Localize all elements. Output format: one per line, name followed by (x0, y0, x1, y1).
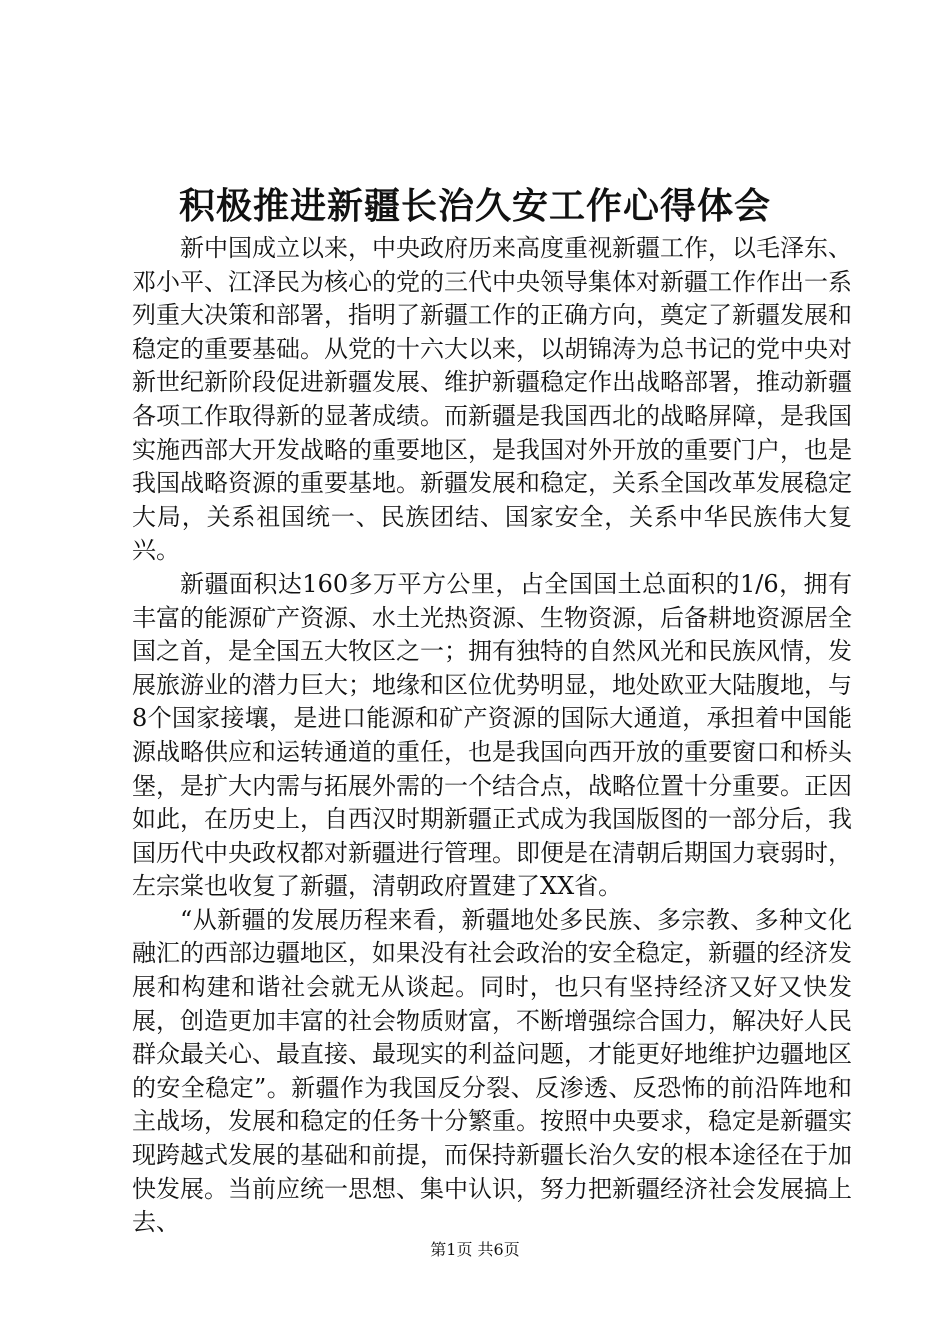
document-title: 积极推进新疆长治久安工作心得体会 (178, 185, 771, 227)
paragraph-1: 新中国成立以来，中央政府历来高度重视新疆工作，以毛泽东、邓小平、江泽民为核心的党的三代中央领导集体对新疆工作作出一系列重大决策和部署，指明了新疆工作的正确方向，奠定了新疆发展和稳定的重要基础。从党的十六大以来，以胡锦涛为总书记的党中央对新世纪新阶段促进新疆发展、维护新疆稳定作出战略部署，推动新疆各项工作取得新的显著成绩。而新疆是我国西北的战略屏障，是我国实施西部大开发战略的重要地区，是我国对外开放的重要门户，也是我国战略资源的重要基地。新疆发展和稳定，关系全国改革发展稳定大局，关系祖国统一、民族团结、国家安全，关系中华民族伟大复兴。 (132, 234, 852, 565)
document-body (132, 232, 852, 1240)
paragraph-2: 新疆面积达160多万平方公里，占全国国土总面积的1/6，拥有丰富的能源矿产资源、水土光热资源、生物资源，后备耕地资源居全国之首，是全国五大牧区之一；拥有独特的自然风光和民族风情，发展旅游业的潜力巨大；地缘和区位优势明显，地处欧亚大陆腹地，与8个国家接壤，是进口能源和矿产资源的国际大通道，承担着中国能源战略供应和运转通道的重任，也是我国向西开放的重要窗口和桥头堡，是扩大内需与拓展外需的一个结合点，战略位置十分重要。正因如此，在历史上，自西汉时期新疆正式成为我国版图的一部分后，我国历代中央政权都对新疆进行管理。即便是在清朝后期国力衰弱时，左宗棠也收复了新疆，清朝政府置建了XX省。 (132, 569, 852, 901)
paragraph-3: “从新疆的发展历程来看，新疆地处多民族、多宗教、多种文化融汇的西部边疆地区，如果没有社会政治的安全稳定，新疆的经济发展和构建和谐社会就无从谈起。同时，也只有坚持经济又好又快发展，创造更加丰富的社会物质财富，不断增强综合国力，解决好人民群众最关心、最直接、最现实的利益问题，才能更好地维护边疆地区的安全稳定”。新疆作为我国反分裂、反渗透、反恐怖的前沿阵地和主战场，发展和稳定的任务十分繁重。按照中央要求，稳定是新疆实现跨越式发展的基础和前提，而保持新疆长治久安的根本途径在于加快发展。当前应统一思想、集中认识，努力把新疆经济社会发展搞上去、 (132, 905, 852, 1237)
page-number-footer: 第1页 共6页 (430, 1240, 520, 1259)
